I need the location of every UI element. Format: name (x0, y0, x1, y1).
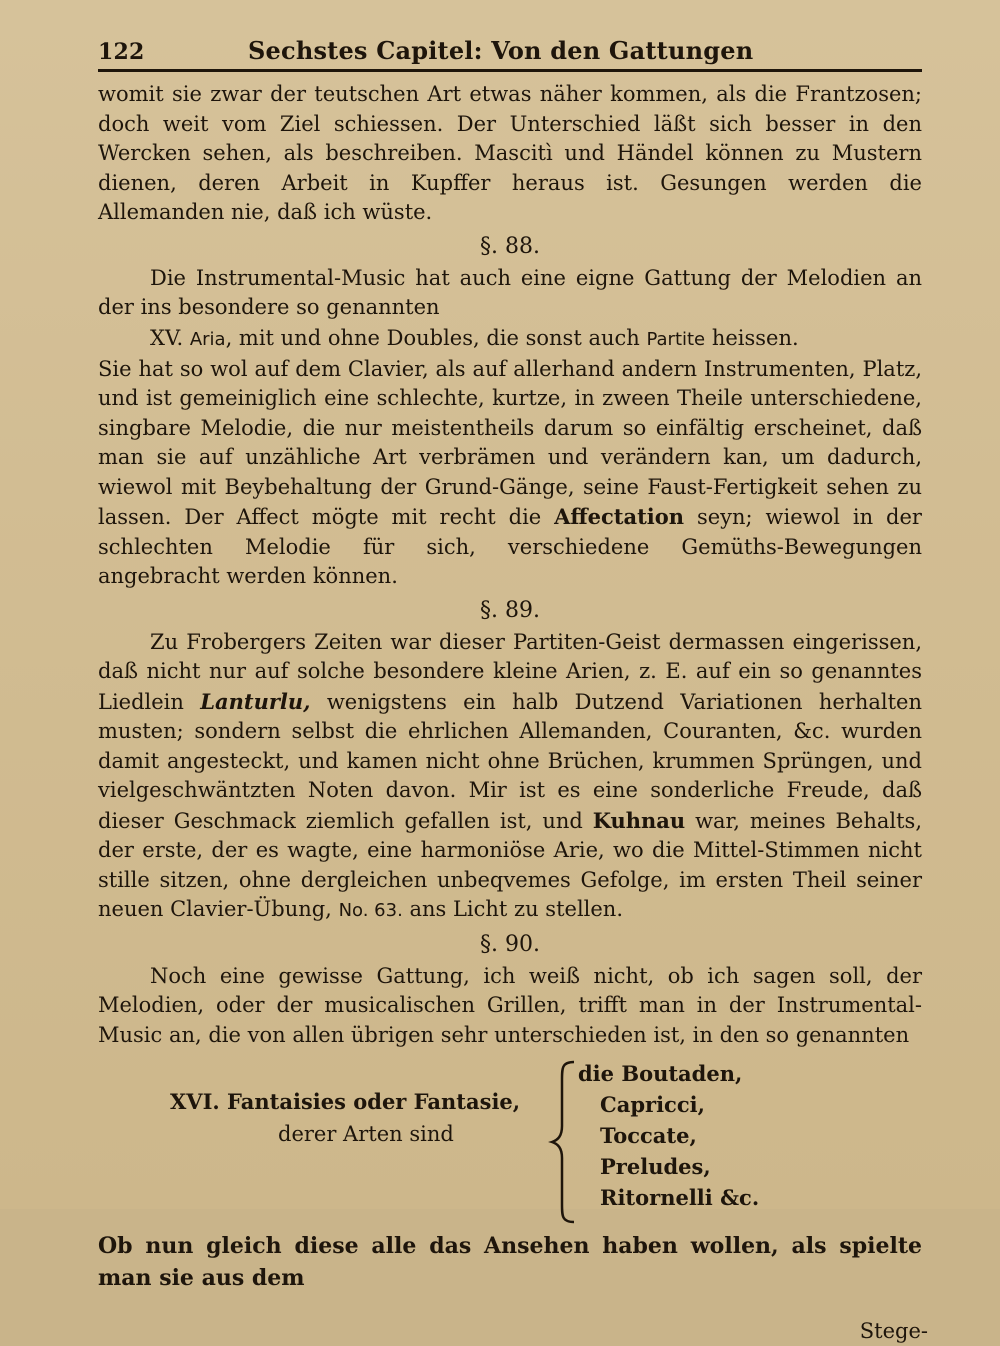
section-number-88: §. 88. (480, 233, 540, 259)
section-number-89: §. 89. (480, 597, 540, 623)
list-item: Toccate, (600, 1123, 697, 1148)
fantasie-heading-line2: derer Arten sind (278, 1122, 454, 1146)
term-lanturlu: Lanturlu, (200, 688, 311, 714)
paragraph-89 (98, 628, 922, 926)
heading-partite: Partite (646, 328, 706, 350)
paragraph-89-a: Zu Frobergers Zeiten war dieser Partiten-Geist dermassen eingerissen, daß nicht nur auf solche besondere kleine Arien, z. E. auf ein so genanntes Liedlein (98, 629, 922, 714)
fantasie-block (98, 1058, 922, 1226)
paragraph-continuation: womit sie zwar der teutschen Art etwas näher kommen, als die Frantzosen; doch weit vom Ziel schiessen. Der Unterschied läßt sich besser in den Wercken sehen, als beschreiben. Mascitì und Händel können zu Mustern dienen, deren Arbeit in Kupffer heraus ist. Gesungen werden die Allemanden nie, daß ich wüste. (98, 82, 922, 224)
list-item: Ritornelli &c. (600, 1185, 760, 1210)
fantasie-heading-line1: XVI. Fantaisies oder Fantasie, (170, 1089, 521, 1114)
paragraph-88-intro: Die Instrumental-Music hat auch eine eigne Gattung der Melodien an der ins besondere so genannten (98, 265, 922, 319)
list-item: die Boutaden, (578, 1061, 743, 1086)
section-number-90: §. 90. (480, 931, 540, 957)
page-number: 122 (98, 39, 145, 65)
fantasie-heading (98, 1058, 548, 1226)
heading-aria-end: heissen. (711, 325, 799, 350)
name-kuhnau: Kuhnau (592, 807, 686, 833)
heading-aria-rest: , mit und ohne Doubles, die sonst auch (225, 325, 640, 350)
paragraph-89-c: war, meines Behalts, der erste, der es wagte, eine harmoniöse Arie, wo die Mittel-Stimmen nicht stille sitzen, ohne dergleichen unbeqvemes Gefolge, im ersten Theil seiner neuen Clavier-Übung, (98, 808, 922, 921)
list-item: Capricci, (600, 1092, 705, 1117)
heading-aria (150, 323, 922, 355)
fantasie-kinds-list (578, 1058, 760, 1226)
running-title: Sechstes Capitel: Von den Gattungen (248, 36, 754, 65)
list-item: Preludes, (600, 1154, 711, 1179)
paragraph-90: Noch eine gewisse Gattung, ich weiß nicht, ob ich sagen soll, der Melodien, oder der musicalischen Grillen, trifft man in der Instrumental-Music an, die von allen übrigen sehr unterschieden ist, in den so genannten (98, 963, 922, 1047)
paragraph-89-d: ans Licht zu stellen. (409, 897, 624, 921)
catchword: Stege- (859, 1319, 928, 1343)
term-affectation: Affectation (554, 504, 685, 529)
curly-brace-icon (548, 1058, 588, 1226)
heading-aria-number: XV. (150, 325, 184, 350)
paragraph-88-body-a: Sie hat so wol auf dem Clavier, als auf allerhand andern Instrumenten, Platz, und ist gemeiniglich eine schlechte, kurtze, in zween Theile unterschiedene, singbare Melodie, die nur meistentheils darum so einfältig erscheinet, daß man sie auf unzähliche Art verbrämen und verändern kan, um dadurch, wiewol mit Beybehaltung der Grund-Gänge, seine Faust-Fertigkeit sehen zu lassen. Der Affect mögte mit recht die (98, 356, 922, 529)
number-reference: No. 63. (338, 900, 403, 921)
heading-aria-word: Aria (189, 328, 226, 350)
page-header (98, 36, 922, 72)
paragraph-88-body (98, 355, 922, 592)
paragraph-88-body-b: seyn; wiewol in der schlechten Melodie für sich, verschiedene Gemüths-Bewegungen angebracht werden können. (98, 505, 922, 588)
paragraph-89-b: wenigstens ein halb Dutzend Variationen herhalten musten; sondern selbst die ehrlichen Allemanden, Couranten, &c. wurden damit angesteckt, und kamen nicht ohne Brüchen, krummen Sprüngen, und vielgeschwäntzten Noten davon. Mir ist es eine sonderliche Freude, daß dieser Geschmack ziemlich gefallen ist, und (98, 689, 922, 833)
final-line: Ob nun gleich diese alle das Ansehen haben wollen, als spielte man sie aus dem (98, 1233, 922, 1291)
